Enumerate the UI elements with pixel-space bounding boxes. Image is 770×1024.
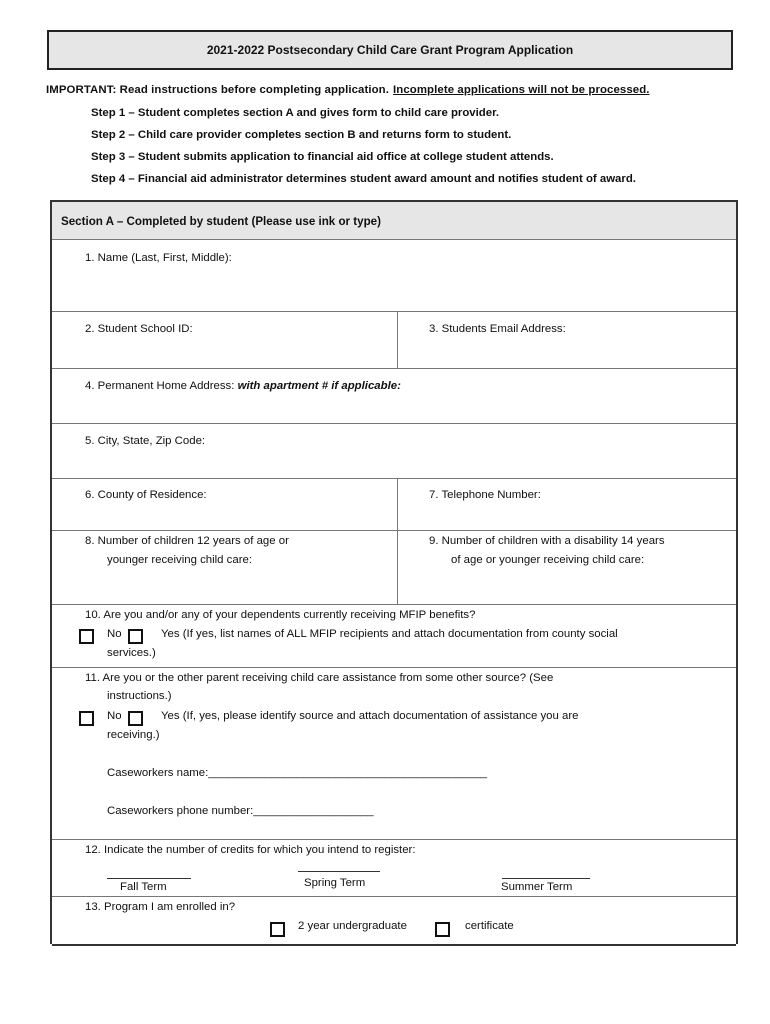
step-2: Step 2 – Child care provider completes section B and returns form to student. (91, 129, 512, 141)
important-note: IMPORTANT: Read instructions before completing application. Incomplete applications will not be processed. (46, 84, 650, 96)
mfip-no-label: No (107, 628, 122, 640)
telephone-field[interactable] (398, 479, 736, 530)
children-under-12-field[interactable] (52, 531, 397, 604)
school-id-field[interactable] (52, 312, 397, 368)
children-disability-label: 9. Number of children with a disability 14 years (429, 535, 665, 547)
caseworker-name-field[interactable]: Caseworkers name:____________________________________________ (107, 767, 488, 779)
section-a-header: Section A – Completed by student (Please use ink or type) (52, 202, 736, 240)
step-1: Step 1 – Student completes section A and gives form to child care provider. (91, 107, 500, 119)
id-email-row (52, 312, 736, 369)
program-certificate-checkbox[interactable] (435, 922, 450, 937)
children-count-row (52, 531, 736, 605)
program-2yr-checkbox[interactable] (270, 922, 285, 937)
mfip-yes-checkbox[interactable] (128, 629, 143, 644)
form-title: 2021-2022 Postsecondary Child Care Grant Program Application (47, 30, 733, 70)
name-field[interactable] (52, 240, 736, 312)
other-assistance-no-label: No (107, 710, 122, 722)
children-disability-label-cont: of age or younger receiving child care: (451, 554, 645, 566)
children-under-12-label: 8. Number of children 12 years of age or (85, 535, 289, 547)
program-2yr-label: 2 year undergraduate (298, 920, 407, 932)
section-a-form (50, 200, 738, 944)
city-state-zip-label: 5. City, State, Zip Code: (85, 435, 206, 447)
children-disability-field[interactable] (398, 531, 736, 604)
other-assistance-yes-label: Yes (If, yes, please identify source and attach documentation of assistance you are (161, 710, 579, 722)
name-label: 1. Name (Last, First, Middle): (85, 252, 232, 264)
spring-term-line-top (298, 871, 380, 872)
other-assistance-label: 11. Are you or the other parent receiving child care assistance from some other source? (See (85, 672, 554, 684)
home-address-field[interactable] (52, 369, 736, 424)
home-address-label: 4. Permanent Home Address: with apartment # if applicable: (85, 380, 401, 392)
mfip-no-checkbox[interactable] (79, 629, 94, 644)
other-assistance-no-checkbox[interactable] (79, 711, 94, 726)
credits-question (52, 840, 736, 897)
fall-term-label: Fall Term (120, 881, 167, 893)
school-id-label: 2. Student School ID: (85, 323, 193, 335)
program-certificate-label: certificate (465, 920, 514, 932)
email-field[interactable] (398, 312, 736, 368)
email-label: 3. Students Email Address: (429, 323, 566, 335)
other-assistance-question (52, 668, 736, 840)
spring-term-label: Spring Term (304, 877, 366, 889)
telephone-label: 7. Telephone Number: (429, 489, 541, 501)
mfip-yes-label: Yes (If yes, list names of ALL MFIP recipients and attach documentation from county social (161, 628, 618, 640)
other-assistance-label-cont: instructions.) (107, 690, 172, 702)
mfip-question (52, 605, 736, 668)
program-label: 13. Program I am enrolled in? (85, 901, 236, 913)
mfip-yes-label-cont: services.) (107, 647, 156, 659)
county-phone-row (52, 479, 736, 531)
summer-term-label: Summer Term (501, 881, 573, 893)
step-3: Step 3 – Student submits application to financial aid office at college student attends. (91, 151, 554, 163)
summer-term-input[interactable] (502, 878, 590, 879)
caseworker-phone-field[interactable]: Caseworkers phone number:___________________ (107, 805, 374, 817)
important-warning: Incomplete applications will not be processed. (393, 84, 650, 96)
credits-label: 12. Indicate the number of credits for which you intend to register: (85, 844, 416, 856)
mfip-label: 10. Are you and/or any of your dependents currently receiving MFIP benefits? (85, 609, 476, 621)
fall-term-input[interactable] (107, 878, 191, 879)
step-4: Step 4 – Financial aid administrator determines student award amount and notifies student of award. (91, 173, 636, 185)
children-under-12-label-cont: younger receiving child care: (107, 554, 252, 566)
county-field[interactable] (52, 479, 397, 530)
city-state-zip-field[interactable] (52, 424, 736, 479)
county-label: 6. County of Residence: (85, 489, 207, 501)
other-assistance-yes-label-cont: receiving.) (107, 729, 160, 741)
program-question (52, 897, 736, 946)
other-assistance-yes-checkbox[interactable] (128, 711, 143, 726)
